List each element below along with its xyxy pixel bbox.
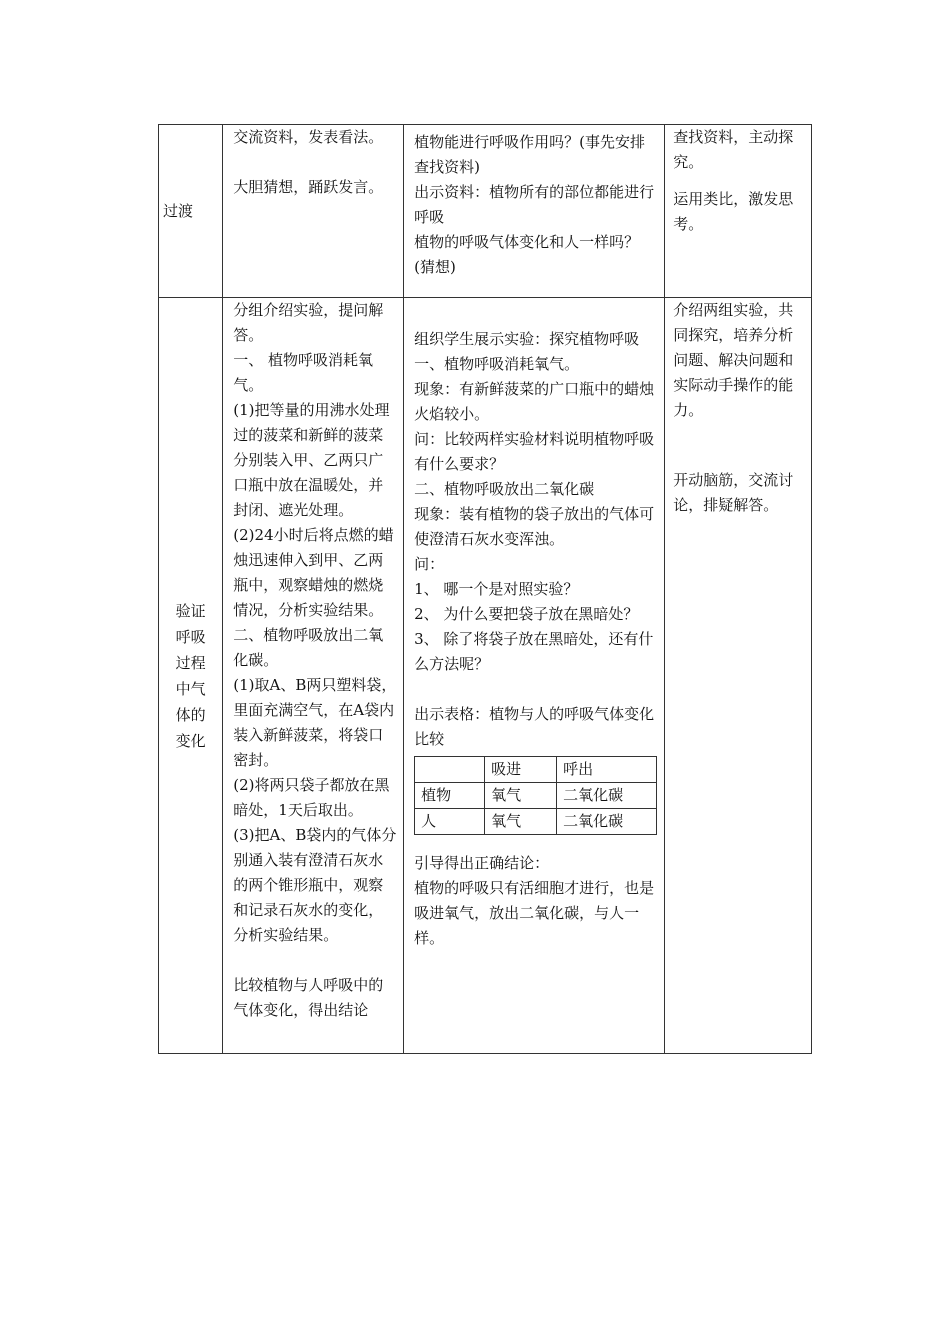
teacher-activity-cell	[404, 125, 665, 298]
header-cell: 呼出	[557, 757, 657, 783]
comparison-row	[415, 809, 657, 835]
paragraph: (2)将两只袋子都放在黑暗处，1天后取出。	[233, 776, 390, 819]
paragraph: 一、植物呼吸消耗氧气。	[414, 355, 580, 373]
design-intent-cell	[665, 298, 812, 1054]
stage-cell-verify	[159, 298, 223, 1054]
lesson-plan-table	[158, 124, 812, 1054]
paragraph: 3、 除了将袋子放在黑暗处，还有什么方法呢？	[414, 630, 654, 673]
paragraph: 植物的呼吸只有活细胞才进行，也是吸进氧气，放出二氧化碳，与人一样。	[414, 879, 655, 947]
paragraph: 组织学生展示实验：探究植物呼吸	[414, 330, 640, 348]
paragraph: 查找资料，主动探究。	[673, 128, 794, 171]
table-cell: 人	[415, 809, 485, 835]
paragraph: 问：比较两样实验材料说明植物呼吸有什么要求？	[414, 430, 655, 473]
paragraph: 出示资料：植物所有的部位都能进行呼吸	[414, 183, 655, 226]
paragraph: 现象：装有植物的袋子放出的气体可使澄清石灰水变浑浊。	[414, 505, 655, 548]
table-cell: 二氧化碳	[557, 783, 657, 809]
table-cell: 植物	[415, 783, 485, 809]
paragraph: 1、 哪一个是对照实验？	[414, 580, 579, 598]
paragraph: 现象：有新鲜菠菜的广口瓶中的蜡烛火焰较小。	[414, 380, 655, 423]
paragraph: 二、植物呼吸放出二氧化碳。	[233, 626, 384, 669]
table-cell: 二氧化碳	[557, 809, 657, 835]
paragraph: 交流资料，发表看法。	[233, 128, 384, 146]
table-cell: 氧气	[485, 783, 557, 809]
paragraph: 运用类比，激发思考。	[673, 190, 794, 233]
paragraph: 出示表格：植物与人的呼吸气体变化比较	[414, 705, 655, 748]
paragraph: 开动脑筋，交流讨论，排疑解答。	[673, 471, 794, 514]
header-cell	[415, 757, 485, 783]
student-activity-cell	[223, 125, 404, 298]
stage-label: 验证呼吸过程中气体的变化	[175, 601, 206, 750]
paragraph: 2、 为什么要把袋子放在黑暗处？	[414, 605, 639, 623]
student-activity-cell	[223, 298, 404, 1054]
paragraph: (3)把A、B袋内的气体分别通入装有澄清石灰水的两个锥形瓶中，观察和记录石灰水的变化，分析实验结果。	[233, 826, 397, 944]
row-verify	[159, 298, 812, 1054]
paragraph: 问：	[414, 555, 445, 573]
comparison-row	[415, 783, 657, 809]
comparison-header-row	[415, 757, 657, 783]
teacher-activity-cell	[404, 298, 665, 1054]
paragraph: 一、 植物呼吸消耗氧气。	[233, 351, 374, 394]
paragraph: 大胆猜想，踊跃发言。	[233, 178, 384, 196]
row-transition	[159, 125, 812, 298]
table-cell: 氧气	[485, 809, 557, 835]
stage-label: 过渡	[163, 201, 194, 220]
stage-cell-transition	[159, 125, 223, 298]
paragraph: 比较植物与人呼吸中的气体变化，得出结论	[233, 976, 384, 1019]
paragraph: 介绍两组实验，共同探究，培养分析问题、解决问题和实际动手操作的能力。	[673, 301, 794, 419]
paragraph: 引导得出正确结论：	[414, 854, 550, 872]
comparison-table	[414, 756, 657, 835]
paragraph: (1)把等量的用沸水处理过的菠菜和新鲜的菠菜分别装入甲、乙两只广口瓶中放在温暖处，并封闭、遮光处理。	[233, 401, 390, 519]
design-intent-cell	[665, 125, 812, 298]
paragraph: (1)取A、B两只塑料袋，里面充满空气，在A袋内装入新鲜菠菜，将袋口密封。	[233, 676, 397, 769]
paragraph: 二、植物呼吸放出二氧化碳	[414, 480, 595, 498]
paragraph: 分组介绍实验，提问解答。	[233, 301, 384, 344]
header-cell: 吸进	[485, 757, 557, 783]
paragraph: (2)24小时后将点燃的蜡烛迅速伸入到甲、乙两瓶中，观察蜡烛的燃烧情况，分析实验结果。	[233, 526, 394, 619]
paragraph: 植物能进行呼吸作用吗？(事先安排查找资料)	[414, 133, 645, 176]
paragraph: 植物的呼吸气体变化和人一样吗？(猜想)	[414, 233, 640, 276]
